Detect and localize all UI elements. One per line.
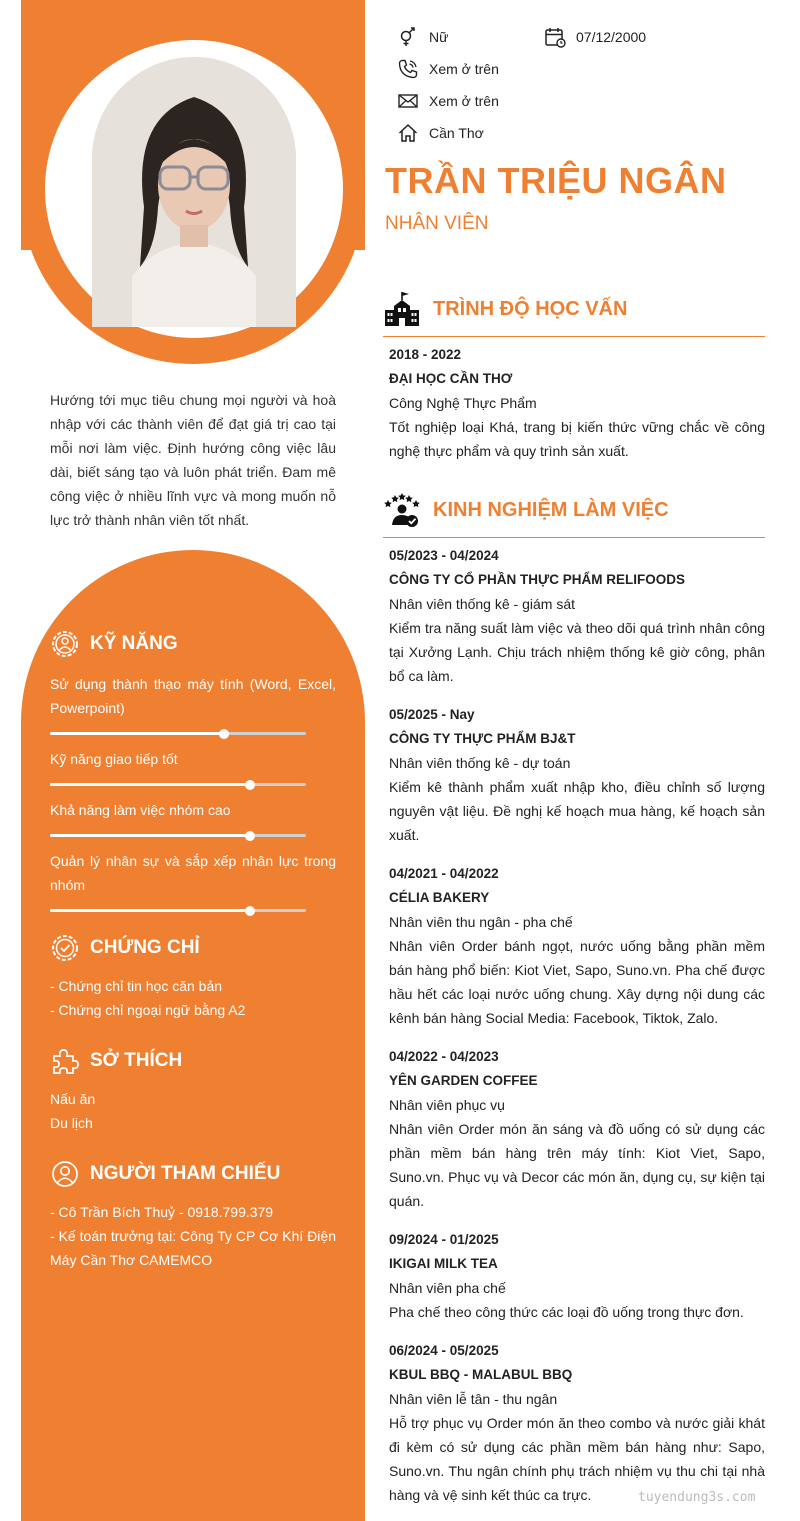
certificates-title: CHỨNG CHỈ [90,937,200,958]
hobby-item: Du lịch [50,1115,93,1131]
experience-entry [389,1228,765,1324]
skill-label: Sử dụng thành thạo máy tính (Word, Excel, Powerpoint) [50,676,336,716]
education-title: TRÌNH ĐỘ HỌC VẤN [433,297,628,320]
watermark: tuyendung3s.com [638,1490,756,1505]
entry-position: Nhân viên lễ tân - thu ngân [389,1391,558,1407]
skill-item [50,747,336,786]
dob-value: 07/12/2000 [576,29,647,45]
entry-description: Nhân viên Order bánh ngọt, nước uống bằng phần mềm bán hàng phổ biến: Kiot Viet, Sapo, Suno.vn. Pha chế được hầu hết các loại nước uống chung. Xây dựng nội dung các kênh bán hàng Social Media: Facebook, Tiktok, Zalo. [389,938,765,1026]
home-icon [397,122,419,144]
references-section [50,1158,336,1272]
hobbies-section [50,1045,182,1135]
profile-photo [92,57,296,327]
entry-description: Hỗ trợ phục vụ Order món ăn theo combo và nước giải khát đi kèm có sử dụng các phần mềm bán hàng như: Sapo, Suno.vn. Thu ngân chính phụ trách nhiệm vụ thu chi tại nhà hàng và vệ sinh kết thúc ca trực. [389,1415,765,1503]
experience-entry [389,703,765,847]
entry-date: 2018 - 2022 [389,347,462,362]
skill-level-fill [50,909,250,912]
entry-organization: KBUL BBQ - MALABUL BBQ [389,1367,573,1382]
skills-heading [50,628,336,660]
entry-organization: CÔNG TY CỔ PHẦN THỰC PHẨM RELIFOODS [389,572,685,587]
career-objective: Hướng tới mục tiêu chung mọi người và hoà nhập với các thành viên để đạt giá trị cao tại mỗi nơi làm việc. Định hướng công việc lâu dài, biết sáng tạo và luôn phát triển. Đam mê công việc ở nhiều lĩnh vực và mong muốn nỗ lực trở thành nhân viên tốt nhất. [50,392,336,528]
contact-gender [397,26,448,48]
experience-entry [389,1045,765,1213]
portrait-illustration [92,57,296,327]
education-heading [383,288,765,337]
entry-position: Nhân viên thống kê - giám sát [389,596,575,612]
skills-title: KỸ NĂNG [90,633,178,654]
skills-section [50,628,336,924]
experience-title: KINH NGHIỆM LÀM VIỆC [433,498,669,521]
entry-position: Nhân viên thống kê - dự toán [389,755,571,771]
certificate-item: - Chứng chỉ ngoại ngữ bằng A2 [50,1002,246,1018]
entry-description: Pha chế theo công thức các loại đồ uống trong thực đơn. [389,1304,744,1320]
entry-date: 05/2023 - 04/2024 [389,548,499,563]
entry-position: Nhân viên pha chế [389,1280,506,1296]
entry-date: 04/2022 - 04/2023 [389,1049,499,1064]
entry-organization: CÔNG TY THỰC PHẨM BJ&T [389,731,576,746]
skill-level-knob [245,906,255,916]
skill-item [50,849,336,912]
education-section [383,288,765,463]
entry-description: Nhân viên Order món ăn sáng và đồ uống có sử dụng các phần mềm bán hàng trên máy tính: Kiot Viet, Sapo, Suno.vn. Phục vụ và Decor các món ăn, dụng cụ, sự kiện tại quán. [389,1121,765,1209]
hobbies-title: SỞ THÍCH [90,1050,183,1071]
skill-level-bar [50,834,306,837]
entry-date: 09/2024 - 01/2025 [389,1232,499,1247]
envelope-icon [397,90,419,112]
puzzle-icon [50,1046,80,1076]
contact-email [397,90,499,112]
phone-icon [397,58,419,80]
hobbies-heading [50,1045,182,1077]
entry-date: 06/2024 - 05/2025 [389,1343,499,1358]
entry-organization: CÉLIA BAKERY [389,890,490,905]
candidate-name: TRẦN TRIỆU NGÂN [385,160,727,201]
skill-label: Quản lý nhân sự và sắp xếp nhân lực trong nhóm [50,853,336,893]
references-title: NGƯỜI THAM CHIẾU [90,1163,281,1184]
gender-icon [397,26,419,48]
skill-level-bar [50,732,306,735]
skill-level-bar [50,909,306,912]
entry-position: Nhân viên thu ngân - pha chế [389,914,573,930]
entry-date: 05/2025 - Nay [389,707,475,722]
certificate-item: - Chứng chỉ tin học căn bản [50,978,223,994]
hobby-item: Nấu ăn [50,1091,96,1107]
certificates-heading [50,932,245,964]
badge-check-icon [50,933,80,963]
skill-item [50,798,336,837]
references-heading [50,1158,336,1190]
skill-level-knob [245,831,255,841]
entry-position: Công Nghệ Thực Phẩm [389,395,537,411]
skill-level-knob [219,729,229,739]
skill-label: Kỹ năng giao tiếp tốt [50,751,178,767]
education-entry [389,343,765,463]
entry-position: Nhân viên phục vụ [389,1097,505,1113]
skill-level-knob [245,780,255,790]
address-value: Cần Thơ [429,125,484,141]
candidate-role: NHÂN VIÊN [385,213,489,234]
contact-address [397,122,484,144]
skill-level-bar [50,783,306,786]
school-icon [383,290,421,328]
entry-description: Kiểm kê thành phẩm xuất nhập kho, điều chỉnh số lượng nguyên vật liệu. Đề nghị kế hoạch mua hàng, kế hoạch sản xuất. [389,779,765,843]
skill-item [50,672,336,735]
skill-level-fill [50,732,224,735]
skill-label: Khả năng làm việc nhóm cao [50,802,231,818]
experience-entry [389,1339,765,1507]
entry-description: Kiểm tra năng suất làm việc và theo dõi quá trình nhân công tại Xưởng Lạnh. Chịu trách nhiệm thống kê giờ công, phân bổ ca làm. [389,620,765,684]
entry-organization: YÊN GARDEN COFFEE [389,1073,538,1088]
skill-level-fill [50,783,250,786]
reference-item: - Kế toán trưởng tại: Công Ty CP Cơ Khí Điện Máy Cần Thơ CAMEMCO [50,1228,336,1268]
experience-section [383,489,765,1507]
calendar-icon [544,26,566,48]
entry-date: 04/2021 - 04/2022 [389,866,499,881]
entry-description: Tốt nghiệp loại Khá, trang bị kiến thức vững chắc về công nghệ thực phẩm và quy trình sản xuất. [389,419,765,459]
phone-value: Xem ở trên [429,61,499,77]
contact-phone [397,58,499,80]
experience-heading [383,489,765,538]
gender-value: Nữ [429,29,449,45]
certificates-section [50,932,245,1022]
employee-stars-icon [383,491,421,529]
user-circle-icon [50,1159,80,1189]
contact-dob [544,26,646,48]
experience-entry [389,544,765,688]
skill-level-fill [50,834,250,837]
entry-organization: IKIGAI MILK TEA [389,1256,498,1271]
gear-user-icon [50,629,80,659]
email-value: Xem ở trên [429,93,499,109]
entry-organization: ĐẠI HỌC CẦN THƠ [389,371,513,386]
reference-item: - Cô Trần Bích Thuỷ - 0918.799.379 [50,1204,274,1220]
experience-entry [389,862,765,1030]
